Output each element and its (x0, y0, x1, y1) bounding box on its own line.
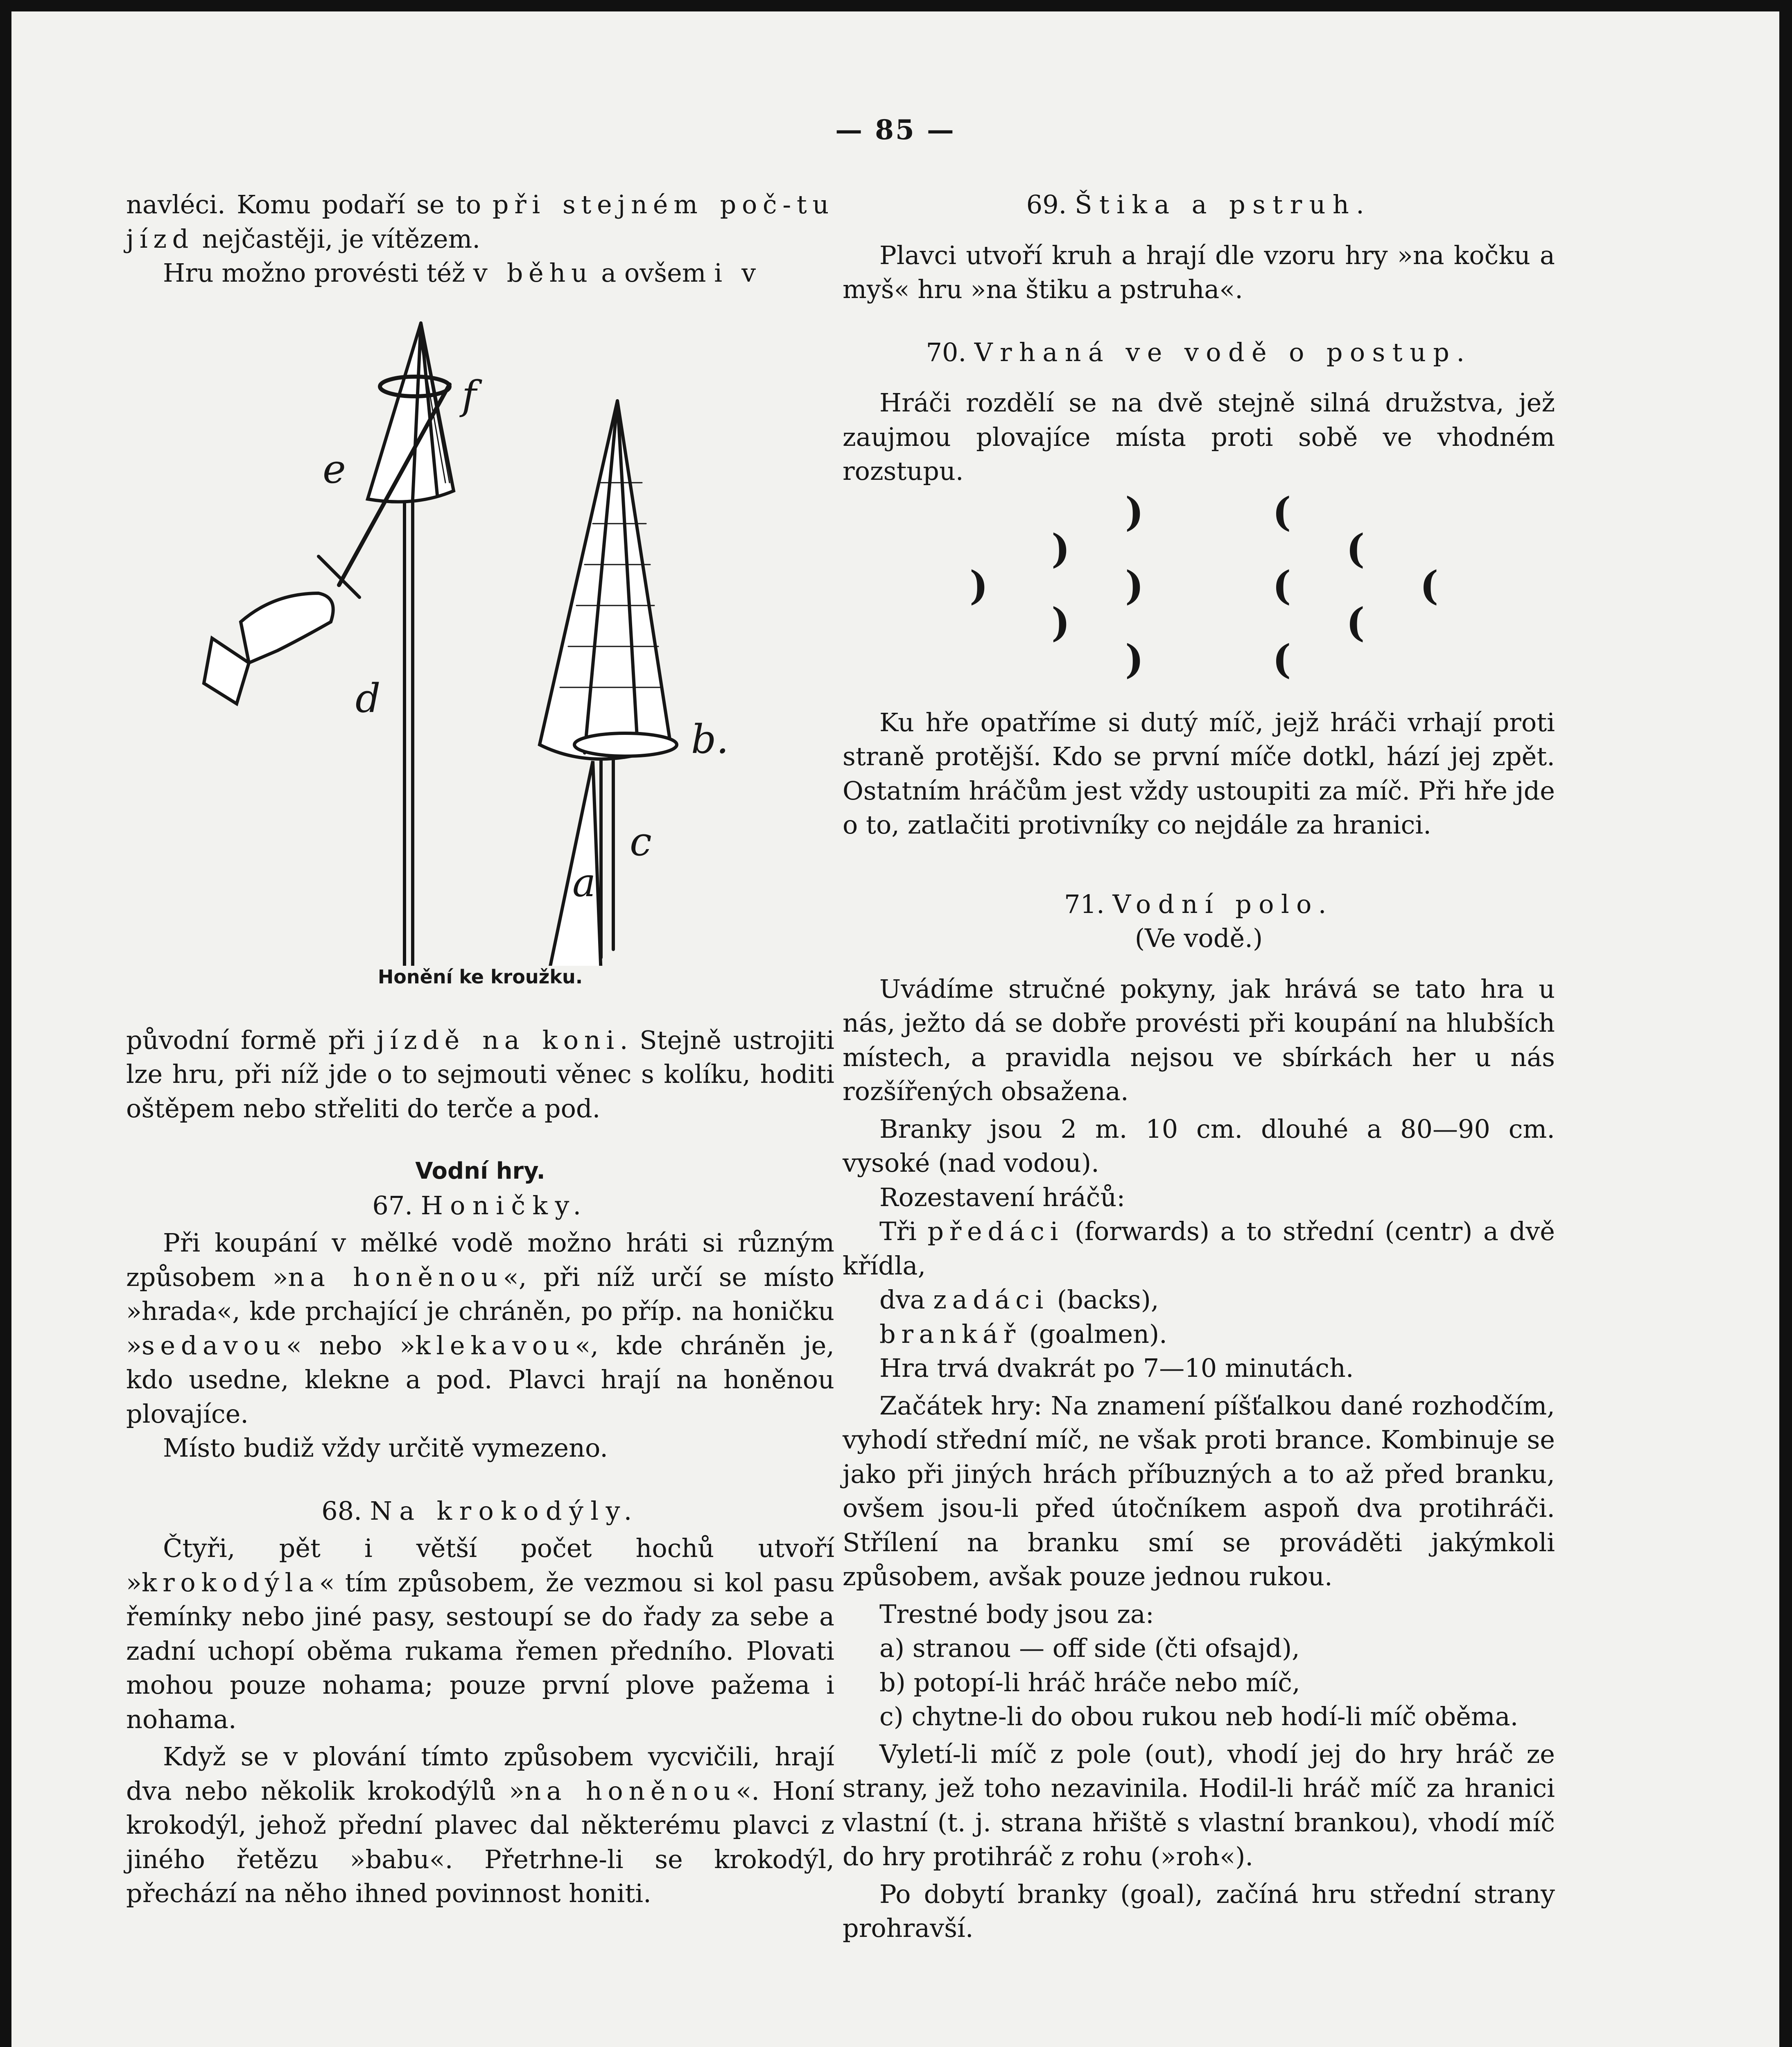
paragraph: Místo budiž vždy určitě vymezeno. (163, 1433, 608, 1463)
paragraph: brankář (goalmen). (879, 1319, 1167, 1349)
paragraph: původní formě při jízdě na koni. Stejně ustrojiti lze hru, při níž jde o to sejmouti věnec s kolíku, hoditi oštěpem nebo střeliti do terče a pod. (126, 1025, 834, 1123)
player-right-team: ( (1420, 562, 1439, 609)
section-title: Vodní hry. (415, 1158, 545, 1184)
player-left-team: ) (1125, 636, 1144, 682)
label-c: c (630, 818, 652, 865)
paragraph: Tři předáci (forwards) a to střední (centr) a dvě křídla, (843, 1216, 1555, 1281)
paragraph: Branky jsou 2 m. 10 cm. dlouhé a 80—90 cm. vysoké (nad vodou). (843, 1114, 1555, 1178)
paragraph: Plavci utvoří kruh a hrají dle vzoru hry »na kočku a myš« hru »na štiku a pstruha«. (843, 240, 1555, 304)
player-left-team: ) (1051, 525, 1070, 572)
label-e: e (323, 446, 346, 492)
hand (241, 593, 333, 663)
right-column (843, 188, 1555, 1945)
paragraph: Uvádíme stručné pokyny, jak hrává se tato hra u nás, ježto dá se dobře provésti při koupání na hlubších místech, a pravidla nejsou ve sbírkách her u nás rozšířených obsažena. (843, 974, 1555, 1106)
player-right-team: ( (1272, 636, 1291, 682)
book-page (11, 11, 1779, 2047)
left-column (126, 188, 834, 1911)
label-d: d (355, 675, 381, 721)
heading-68: 68. Na krokodýly. (321, 1496, 639, 1526)
paragraph: Hru možno provésti též v běhu a ovšem i v (163, 258, 762, 288)
heading-69: 69. Štika a pstruh. (1026, 190, 1372, 219)
player-right-team: ( (1272, 562, 1291, 609)
figure-illustration (126, 311, 834, 1023)
player-left-team: ) (1125, 488, 1144, 535)
figure-caption: Honění ke kroužku. (377, 965, 583, 988)
player-right-team: ( (1346, 525, 1365, 572)
paragraph: Vyletí-li míč z pole (out), vhodí jej do hry hráč ze strany, jež toho nezavinila. Hodil-li hráč míč za hranici vlastní (t. j. strana hřiště s vlastní brankou), vhodí míč do hry protihráč z rohu (»roh«). (843, 1739, 1555, 1871)
cone-f (368, 323, 454, 502)
player-left-team: ) (1125, 562, 1144, 609)
heading-71: 71. Vodní polo. (1064, 889, 1333, 919)
paragraph: Při koupání v mělké vodě možno hráti si různým způsobem »na honěnou«, při níž určí se místo »hrada«, kde prchající je chráněn, po příp. na honičku »sedavou« nebo »klekavou«, kde chráněn je, kdo usedne, klekne a pod. Plavci hrají na honěnou plovajíce. (126, 1228, 834, 1429)
player-right-team: ( (1346, 599, 1365, 646)
label-b: b. (691, 716, 729, 762)
cone-b (540, 401, 671, 759)
paragraph: Rozestavení hráčů: (879, 1182, 1125, 1212)
player-left-team: ) (1051, 599, 1070, 646)
player-right-team: ( (1272, 488, 1291, 535)
paragraph: Hráči rozdělí se na dvě stejně silná družstva, jež zaujmou plovajíce místa proti sobě ve vhodném rozstupu. (843, 388, 1555, 486)
paragraph: Když se v plování tímto způsobem vycvičili, hrají dva nebo několik krokodýlů »na honěnou«. Honí krokodýl, jehož přední plavec dal některému plavci z jiného řetězu »babu«. Přetrhne-li se krokodýl, přechází na něho ihned povinnost honiti. (126, 1742, 834, 1908)
heading-67: 67. Honičky. (372, 1190, 588, 1220)
heading-70: 70. Vrhaná ve vodě o postup. (926, 337, 1472, 367)
paragraph: dva zadáci (backs), (879, 1285, 1159, 1315)
list-item: c) chytne-li do obou rukou neb hodí-li míč oběma. (879, 1701, 1519, 1731)
ring-tilting-drawing (126, 311, 834, 966)
team-positions-diagram (843, 488, 1555, 689)
label-a: a (572, 859, 596, 906)
paragraph: Po dobytí branky (goal), začíná hru střední strany prohravší. (843, 1879, 1555, 1943)
paragraph: navléci. Komu podaří se to při stejném poč-tu jízd nejčastěji, je vítězem. (126, 190, 834, 254)
paragraph: Začátek hry: Na znamení píšťalkou dané rozhodčím, vyhodí střední míč, ne však proti brance. Kombinuje se jako při jiných hrách příbuzných a to až před branku, ovšem jsou-li před útočníkem aspoň dva protihráči. Střílení na branku smí se prováděti jakýmkoli způsobem, avšak pouze jednou rukou. (843, 1390, 1555, 1591)
list-item: a) stranou — off side (čti ofsajd), (879, 1633, 1300, 1663)
list-item: b) potopí-li hráč hráče nebo míč, (879, 1667, 1300, 1697)
paragraph: Čtyři, pět i větší počet hochů utvoří »krokodýla« tím způsobem, že vezmou si kol pasu řemínky nebo jiné pasy, sestoupí se do řady za sebe a zadní uchopí oběma rukama řemen předního. Plovati mohou pouze nohama; pouze první plove pažema i nohama. (126, 1533, 834, 1734)
paragraph: Hra trvá dvakrát po 7—10 minutách. (879, 1353, 1354, 1383)
heading-71-subtitle: (Ve vodě.) (1134, 923, 1263, 953)
label-f: f (462, 372, 477, 418)
player-left-team: ) (969, 562, 988, 609)
paragraph: Ku hře opatříme si dutý míč, jejž hráči vrhají proti straně protější. Kdo se první míče dotkl, hází jej zpět. Ostatním hráčům jest vždy ustoupiti za míč. Při hře jde o to, zatlačiti protivníky co nejdále za hranici. (843, 707, 1555, 840)
paragraph: Trestné body jsou za: (879, 1599, 1154, 1629)
page-number: — 85 — (835, 114, 956, 146)
